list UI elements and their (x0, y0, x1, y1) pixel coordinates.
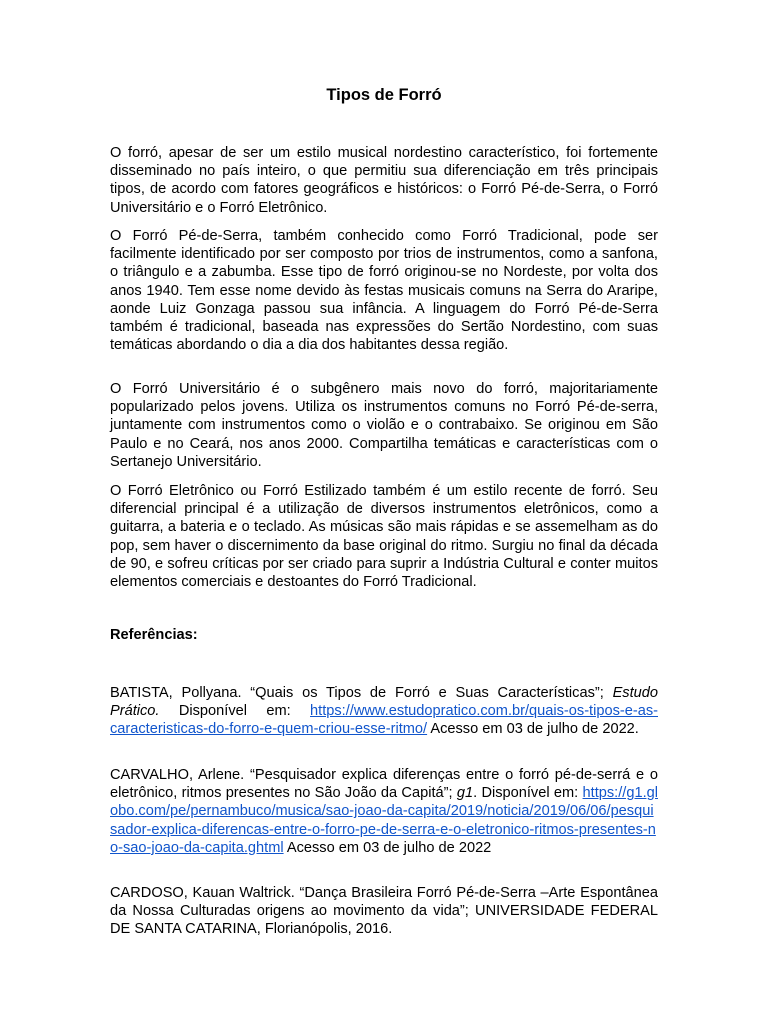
paragraph-pe-de-serra: O Forró Pé-de-Serra, também conhecido como Forró Tradicional, pode ser facilmente identificado por ser composto por trios de instrumentos, como a sanfona, o triângulo e a zabumba. Esse tipo de forró originou-se no Nordeste, por volta dos anos 1940. Tem esse nome devido às festas musicais comuns na Serra do Araripe, aonde Luiz Gonzaga passou sua infância. A linguagem do Forró Pé-de-Serra também é tradicional, baseada nas expressões do Sertão Nordestino, com suas temáticas abordando o dia a dia dos habitantes dessa região. (110, 228, 658, 354)
references-heading: Referências: (110, 627, 198, 643)
reference-access-date: Acesso em 03 de julho de 2022 (283, 839, 492, 856)
reference-link-g1[interactable]: https://g1.globo.com/pe/pernambuco/musica/sao-joao-da-capita/2019/noticia/2019/06/06/pesquisador-explica-diferencas-entre-o-forro-pe-de-serra-e-o-eletronico-ritmos-presentes-no-sao-joao-da-capita.ghtml (110, 785, 658, 856)
reference-available: Disponível em: (159, 703, 311, 720)
reference-cardoso: CARDOSO, Kauan Waltrick. “Dança Brasileira Forró Pé-de-Serra –Arte Espontânea da Nossa Culturadas origens ao movimento da vida”; UNIVERSIDADE FEDERAL DE SANTA CATARINA, Florianópolis, 2016. (110, 885, 658, 938)
reference-batista (110, 684, 658, 739)
paragraph-intro: O forró, apesar de ser um estilo musical nordestino característico, foi fortemente disseminado no país inteiro, o que permitiu sua diferenciação em três principais tipos, de acordo com fatores geográficos e históricos: o Forró Pé-de-Serra, o Forró Universitário e o Forró Eletrônico. (110, 145, 658, 216)
page-title: Tipos de Forró (326, 86, 442, 104)
paragraph-eletronico: O Forró Eletrônico ou Forró Estilizado também é um estilo recente de forró. Seu diferencial principal é a utilização de diversos instrumentos eletrônicos, como a guitarra, a bateria e o teclado. As músicas são mais rápidas e se assemelham as do pop, sem haver o discernimento da base original do ritmo. Surgiu no final da década de 90, e sofreu críticas por ser criado para suprir a Indústria Cultural e conter muitos elementos comerciais e destoantes do Forró Tradicional. (110, 483, 658, 591)
reference-available: . Disponível em: (473, 785, 583, 802)
paragraph-universitario: O Forró Universitário é o subgênero mais novo do forró, majoritariamente popularizado pelos jovens. Utiliza os instrumentos comuns no Forró Pé-de-serra, juntamente com instrumentos como o violão e o contrabaixo. Se originou em São Paulo e no Ceará, nos anos 2000. Compartilha temáticas e características com o Sertanejo Universitário. (110, 381, 658, 470)
reference-access-date: Acesso em 03 de julho de 2022. (427, 721, 639, 738)
reference-author-title: BATISTA, Pollyana. “Quais os Tipos de Forró e Suas Características”; (110, 685, 613, 701)
reference-source: g1 (456, 785, 474, 802)
reference-source: Estudo Prático. (110, 685, 658, 720)
reference-link-estudopratico[interactable]: https://www.estudopratico.com.br/quais-os-tipos-e-as-caracteristicas-do-forro-e-quem-criou-esse-ritmo/ (110, 703, 658, 738)
reference-carvalho (110, 766, 658, 857)
reference-author-title: CARVALHO, Arlene. “Pesquisador explica diferenças entre o forró pé-de-serrá e o eletrônico, ritmos presentes no São João da Capitá”; (110, 767, 658, 802)
